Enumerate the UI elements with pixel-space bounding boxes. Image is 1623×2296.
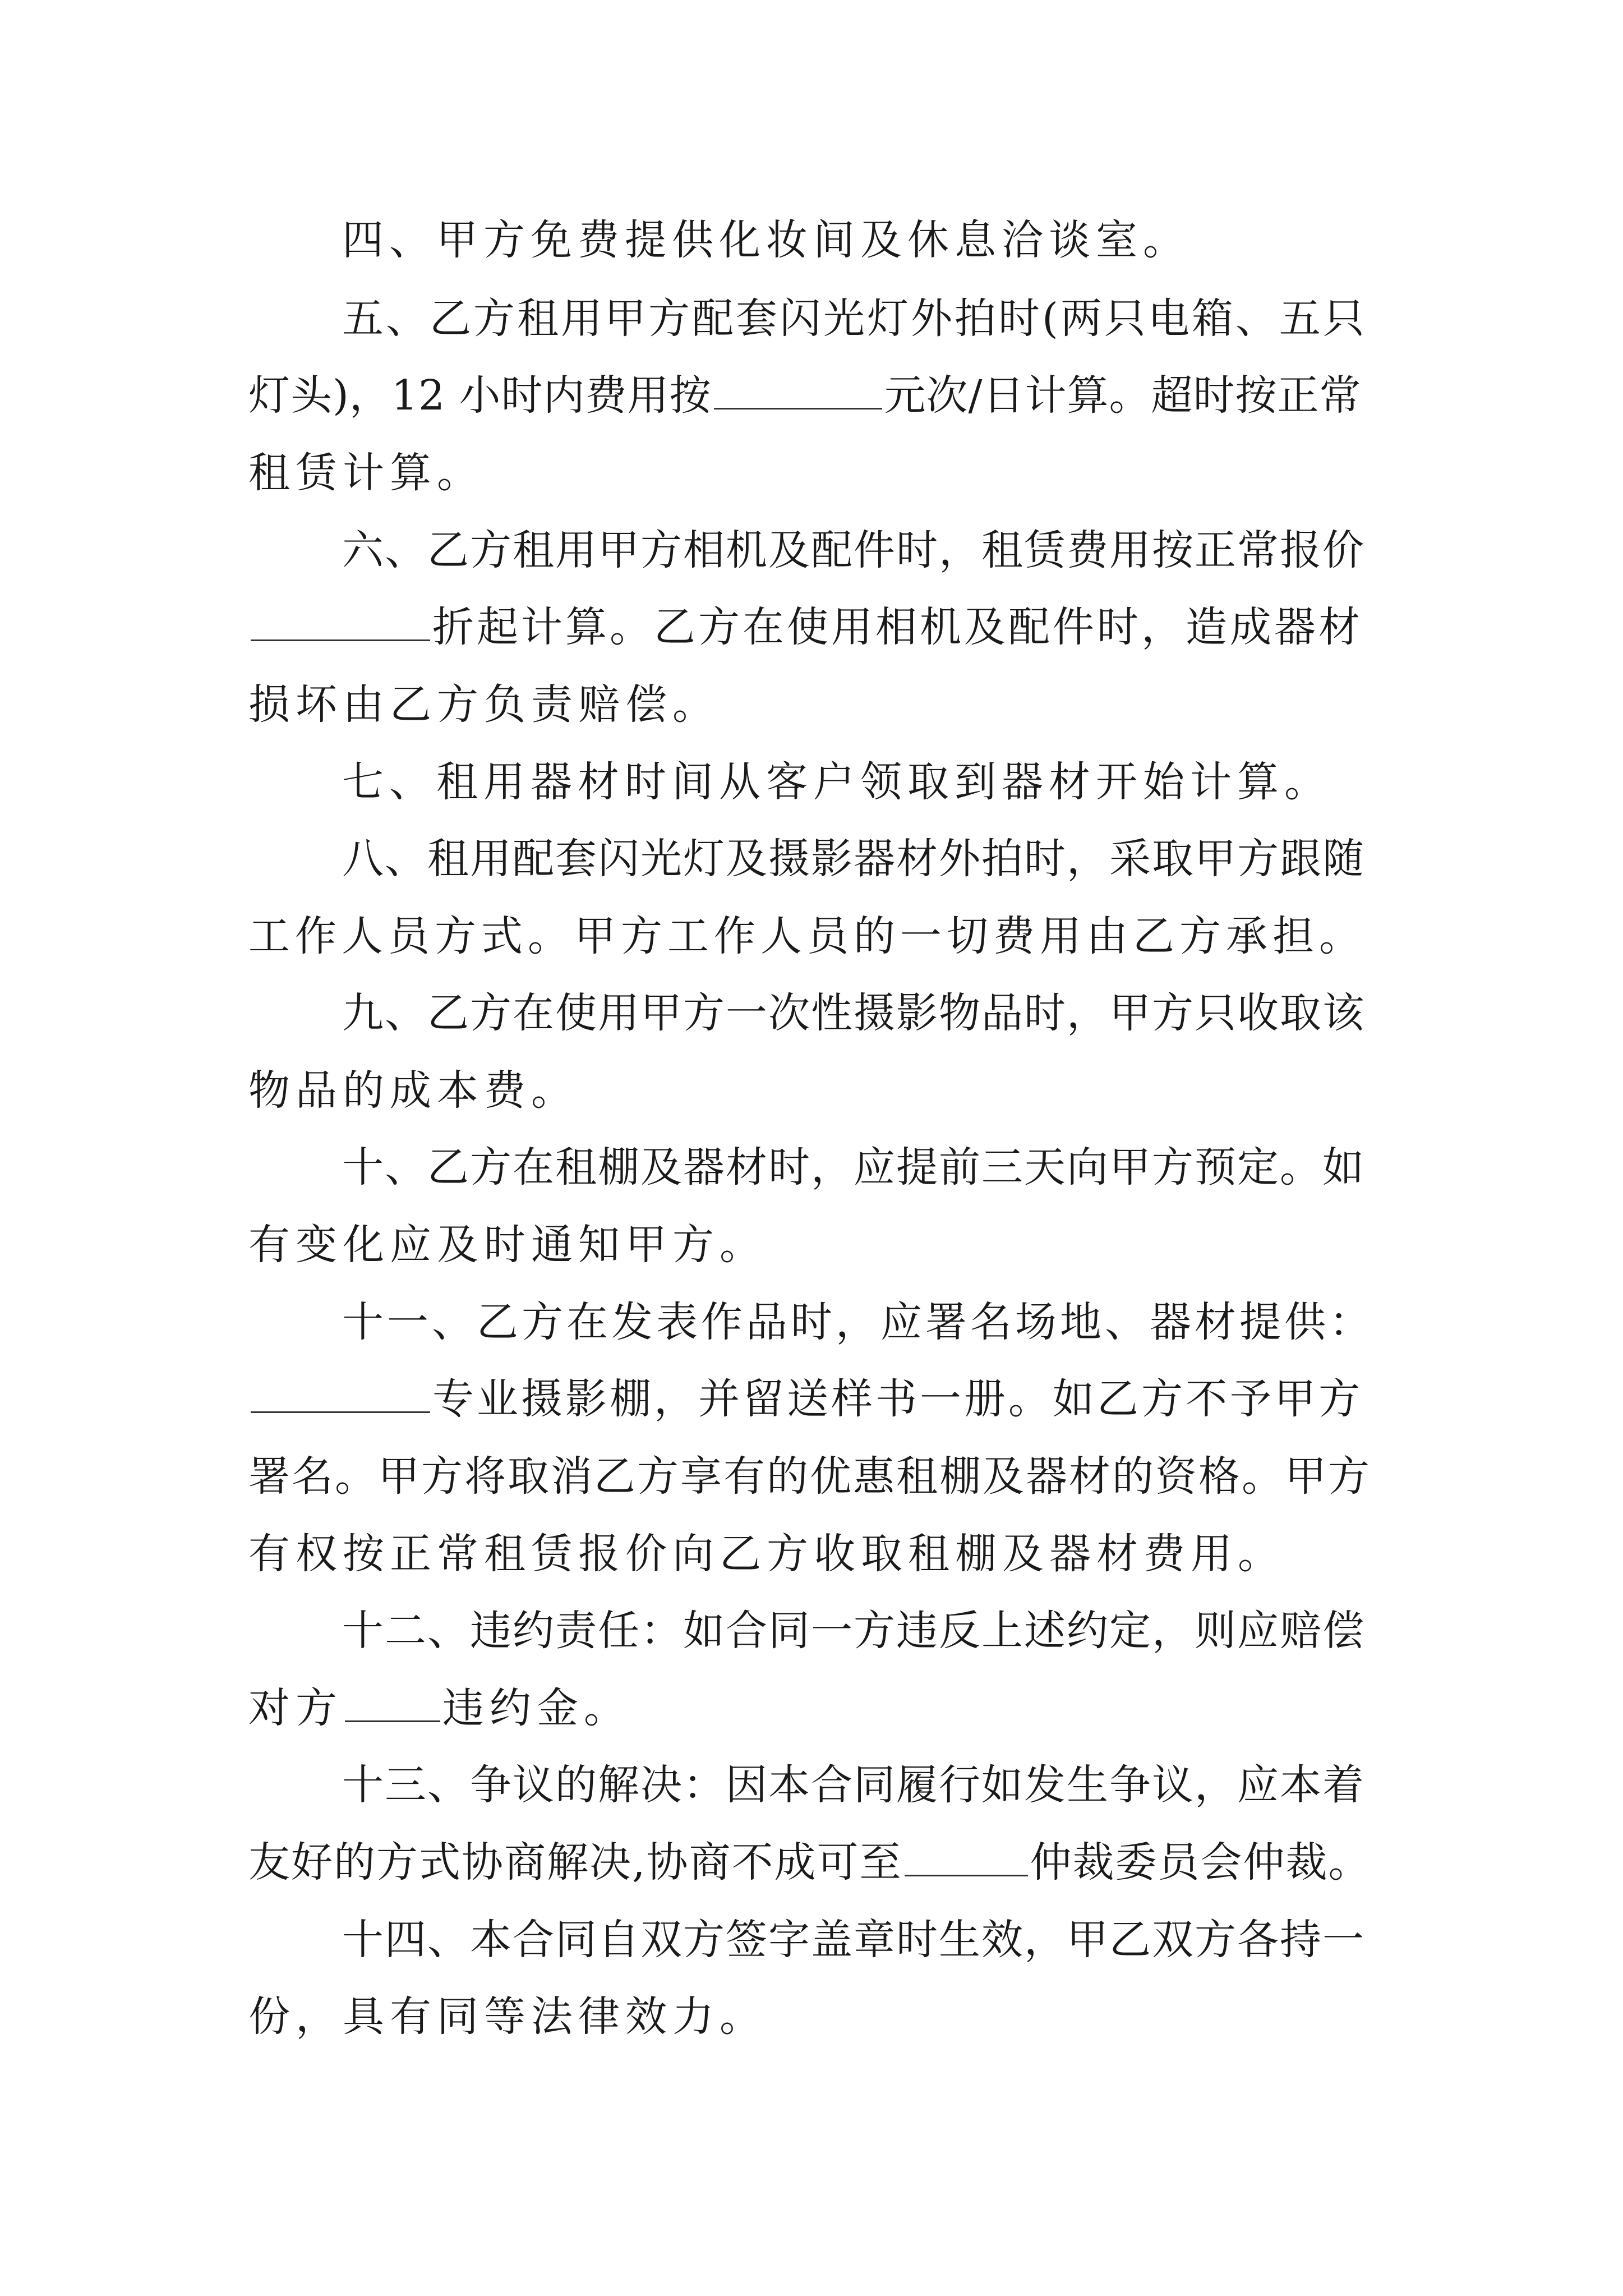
clause-11-line-2 <box>248 1371 1363 1427</box>
clause-4-line-1 <box>342 212 1190 268</box>
clause-text: 五、乙方租用甲方配套闪光灯外拍时(两只电箱、五只 <box>342 295 1367 343</box>
clause-text: 十四、本合同自双方签字盖章时生效，甲乙双方各持一 <box>342 1916 1365 1964</box>
clause-7-line-1 <box>342 754 1331 810</box>
clause-text: 损坏由乙方负责赔偿。 <box>248 680 720 729</box>
clause-text: 十三、争议的解决：因本合同履行如发生争议，应本着 <box>342 1761 1365 1809</box>
fill-in-blank <box>251 599 430 641</box>
clause-6-line-2 <box>248 599 1363 655</box>
clause-14-line-2 <box>248 1989 767 2045</box>
clause-12-line-2 <box>248 1680 631 1736</box>
clause-text: 署名。甲方将取消乙方享有的优惠租棚及器材的资格。甲方 <box>248 1452 1371 1501</box>
clause-text: 十、乙方在租棚及器材时，应提前三天向甲方预定。如 <box>342 1143 1365 1191</box>
clause-text: 物品的成本费。 <box>248 1066 578 1115</box>
clause-5-line-3 <box>248 445 484 501</box>
clause-text: 四、甲方免费提供化妆间及休息洽谈室。 <box>342 216 1190 264</box>
clause-9-line-2 <box>248 1062 578 1119</box>
clause-text: 友好的方式协商解决,协商不成可至 <box>248 1838 902 1887</box>
clause-5-line-1 <box>342 291 1367 347</box>
clause-9-line-1 <box>342 985 1365 1041</box>
clause-text: 折起计算。乙方在使用相机及配件时，造成器材 <box>432 603 1363 651</box>
clause-13-line-1 <box>342 1757 1365 1813</box>
clause-text: 对方 <box>248 1684 343 1732</box>
clause-13-line-2 <box>248 1834 1371 1890</box>
fill-in-blank <box>905 1834 1028 1876</box>
clause-text: 份，具有同等法律效力。 <box>248 1993 767 2041</box>
clause-text: 工作人员方式。甲方工作人员的一切费用由乙方承担。 <box>248 912 1366 960</box>
clause-text: 十二、违约责任：如合同一方违反上述约定，则应赔偿 <box>342 1607 1365 1655</box>
clause-11-line-3 <box>248 1448 1371 1504</box>
clause-text: 仲裁委员会仲裁。 <box>1030 1838 1371 1887</box>
clause-text: 九、乙方在使用甲方一次性摄影物品时，甲方只收取该 <box>342 989 1365 1037</box>
clause-10-line-2 <box>248 1217 767 1273</box>
clause-text: 灯头)，12 小时内费用按 <box>248 371 712 420</box>
fill-in-blank <box>345 1680 440 1722</box>
clause-8-line-2 <box>248 908 1366 964</box>
clause-text: 七、租用器材时间从客户领取到器材开始计算。 <box>342 758 1331 806</box>
clause-text: 元次/日计算。超时按正常 <box>884 371 1362 420</box>
clause-text: 租赁计算。 <box>248 449 484 497</box>
clause-10-line-1 <box>342 1139 1365 1195</box>
clause-6-line-1 <box>342 522 1365 578</box>
clause-14-line-1 <box>342 1912 1365 1968</box>
fill-in-blank <box>714 367 882 409</box>
clause-text: 六、乙方租用甲方相机及配件时，租赁费用按正常报价 <box>342 526 1365 574</box>
clause-11-line-4 <box>248 1526 1285 1582</box>
clause-text: 有变化应及时通知甲方。 <box>248 1221 767 1269</box>
clause-text: 八、租用配套闪光灯及摄影器材外拍时，采取甲方跟随 <box>342 835 1365 883</box>
clause-text: 专业摄影棚，并留送样书一册。如乙方不予甲方 <box>432 1375 1363 1423</box>
clause-12-line-1 <box>342 1603 1365 1659</box>
clause-5-line-2 <box>248 367 1362 424</box>
clause-text: 违约金。 <box>442 1684 631 1732</box>
clause-11-line-1 <box>342 1294 1374 1350</box>
clause-text: 十一、乙方在发表作品时，应署名场地、器材提供： <box>342 1298 1374 1346</box>
fill-in-blank <box>251 1371 430 1413</box>
clause-6-line-3 <box>248 677 720 733</box>
clause-8-line-1 <box>342 831 1365 887</box>
clause-text: 有权按正常租赁报价向乙方收取租棚及器材费用。 <box>248 1530 1285 1578</box>
